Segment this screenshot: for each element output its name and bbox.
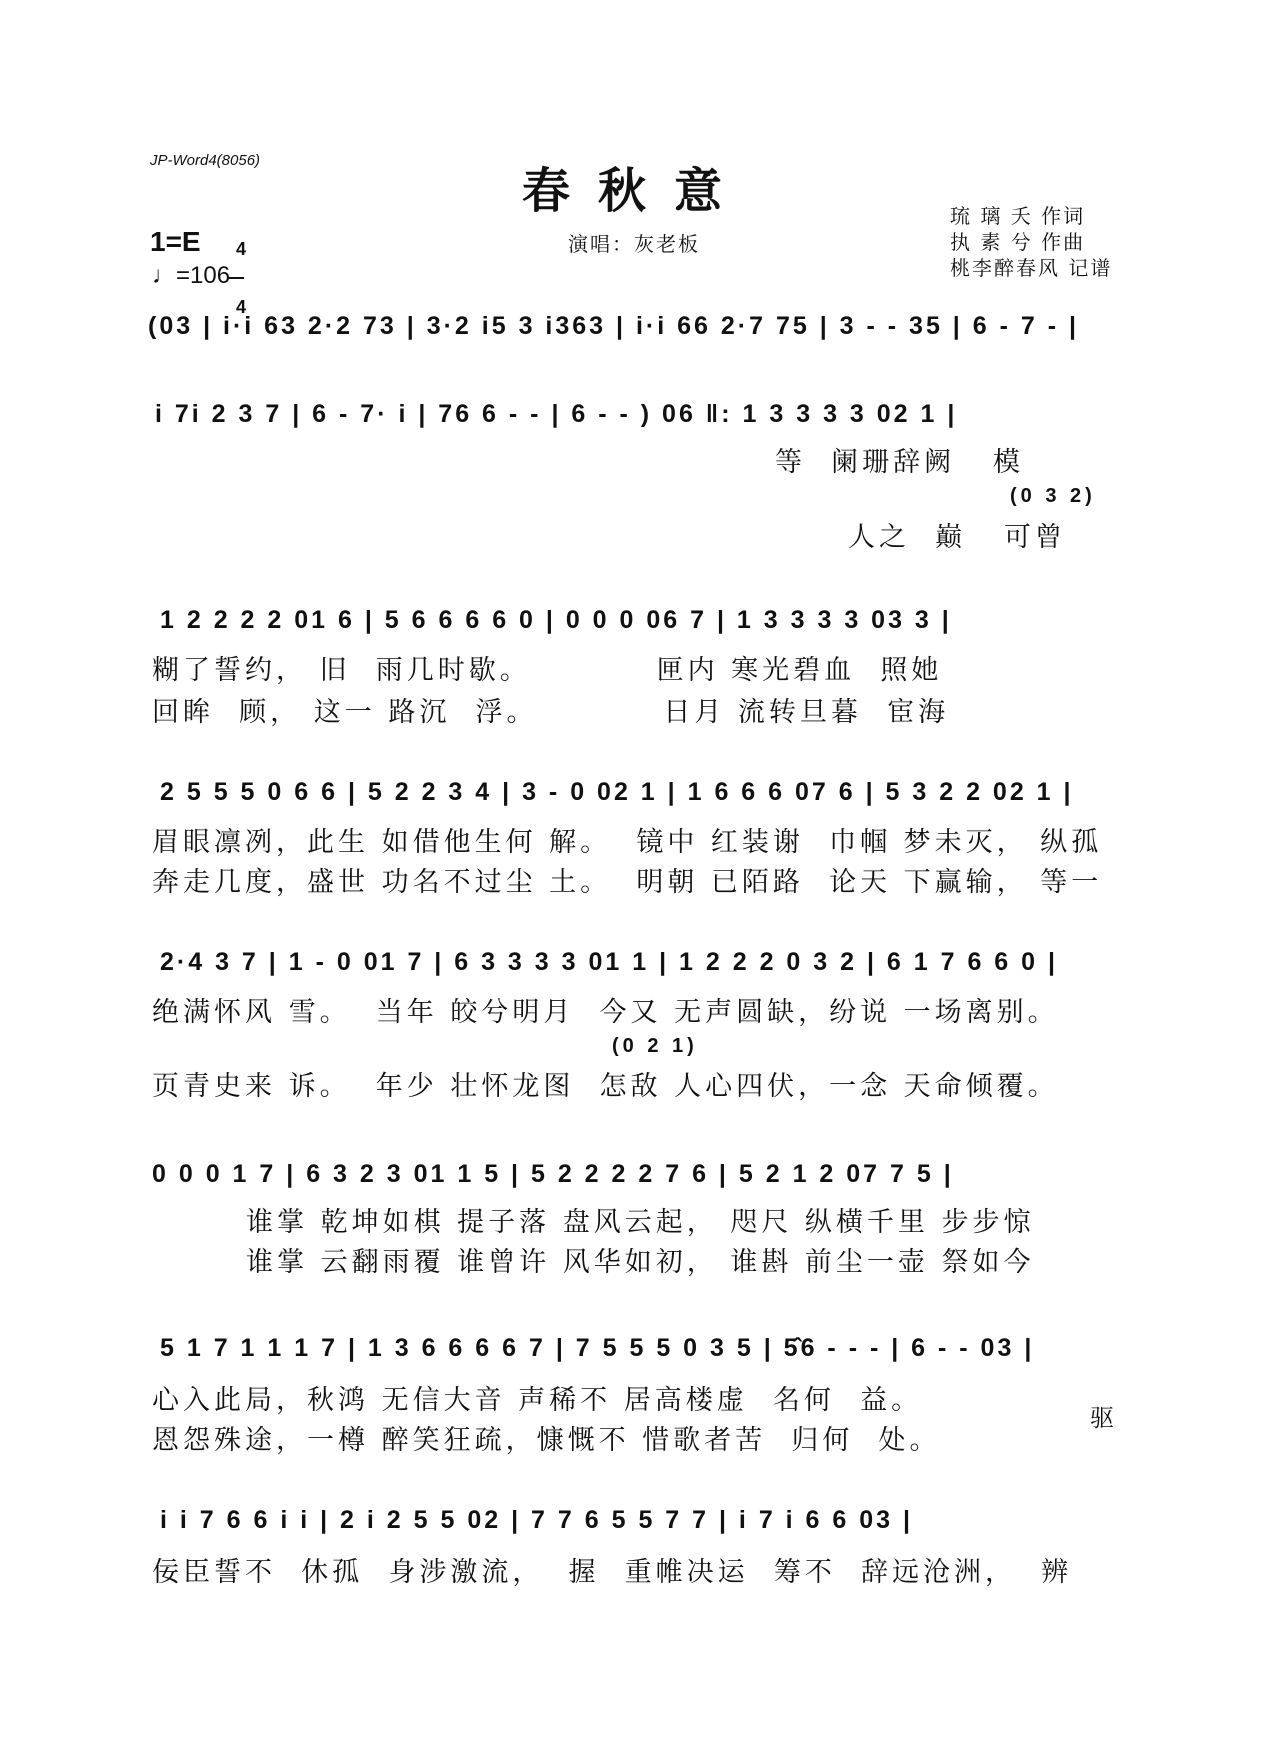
score-system-5-notes: 2·4 3 7 | 1 - 0 01 7 | 6 3 3 3 3 01 1 | 1 2 2 2 0 3 2 | 6 1 7 6 6 0 | [160, 948, 1059, 976]
grace-annotation: (0 3 2) [1010, 485, 1096, 507]
lyric-line: 绝满怀风 雪。 当年 皎兮明月 今又 无声圆缺，纷说 一场离别。 [152, 997, 1059, 1028]
score-system-7-notes: 5 1 7 1 1 1 7 | 1 3 6 6 6 6 7 | 7 5 5 5 0 3 5 | 5̂6 - - - | 6 - - 03 | [160, 1334, 1035, 1362]
lyric-line: 人之 巅 可曾 [848, 522, 1066, 553]
lyric-line: 回眸 顾， 这一 路沉 浮。 日月 流转旦暮 宦海 [152, 697, 950, 728]
singer-credit: 演唱：灰老板 [568, 232, 700, 256]
lyric-line: 谁掌 乾坤如棋 提子落 盘风云起， 咫尺 纵横千里 步步惊 [246, 1207, 1035, 1238]
lyric-line: 奔走几度，盛世 功名不过尘 土。 明朝 已陌路 论天 下赢输， 等一 [152, 867, 1103, 898]
lyric-line: 心入此局，秋鸿 无信大音 声稀不 居高楼虚 名何 益。 [152, 1385, 923, 1416]
lyric-line: 页青史来 诉。 年少 壮怀龙图 怎敌 人心四伏，一念 天命倾覆。 [152, 1071, 1059, 1102]
lyric-line: 恩怨殊途，一樽 醉笑狂疏，慷慨不 惜歌者苦 归何 处。 [152, 1425, 941, 1456]
grace-annotation: (0 2 1) [612, 1035, 698, 1057]
lyric-line: 糊了誓约， 旧 雨几时歇。 匣内 寒光碧血 照她 [152, 655, 943, 686]
lyric-line: 谁掌 云翻雨覆 谁曾许 风华如初， 谁斟 前尘一壶 祭如今 [246, 1247, 1035, 1278]
composer-credit: 执 素 兮 作曲 [950, 230, 1086, 254]
song-title: 春秋意 [521, 163, 750, 219]
side-lyric: 驱 [1090, 1404, 1118, 1432]
key-signature: 1=E [150, 226, 201, 257]
score-system-8-notes: i i 7 6 6 i i | 2 i 2 5 5 02 | 7 7 6 5 5 7 7 | i 7 i 6 6 03 | [160, 1506, 914, 1534]
software-label: JP-Word4(8056) [150, 152, 261, 169]
lyric-line: 佞臣誓不 休孤 身涉激流， 握 重帷决运 筹不 辞远沧洲， 辨 [152, 1557, 1073, 1588]
transcriber-credit: 桃李醉春风 记谱 [950, 256, 1113, 280]
tempo-marking: ♩=106 [152, 262, 231, 289]
lyricist-credit: 琉 璃 夭 作词 [950, 204, 1086, 228]
time-sig-bottom: 4 [236, 297, 247, 317]
lyric-line: 等 阑珊辞阙 模 [775, 447, 1024, 478]
score-system-4-notes: 2 5 5 5 0 6 6 | 5 2 2 3 4 | 3 - 0 02 1 | 1 6 6 6 07 6 | 5 3 2 2 02 1 | [160, 778, 1074, 806]
score-system-6-notes: 0 0 0 1 7 | 6 3 2 3 01 1 5 | 5 2 2 2 2 7 6 | 5 2 1 2 07 7 5 | [152, 1160, 954, 1188]
score-system-3-notes: 1 2 2 2 2 01 6 | 5 6 6 6 6 0 | 0 0 0 06 7 | 1 3 3 3 3 03 3 | [160, 606, 952, 634]
time-sig-top: 4 [236, 239, 247, 259]
score-system-2-notes: i 7i 2 3 7 | 6 - 7· i | 76 6 - - | 6 - - ) 06 ‖: 1 3 3 3 3 02 1 | [155, 400, 958, 428]
score-system-1-notes: (03 | i·i 63 2·2 73 | 3·2 i5 3 i363 | i·i 66 2·7 75 | 3 - - 35 | 6 - 7 - | [148, 312, 1079, 340]
lyric-line: 眉眼凛冽，此生 如借他生何 解。 镜中 红装谢 巾帼 梦未灭， 纵孤 [152, 827, 1103, 858]
